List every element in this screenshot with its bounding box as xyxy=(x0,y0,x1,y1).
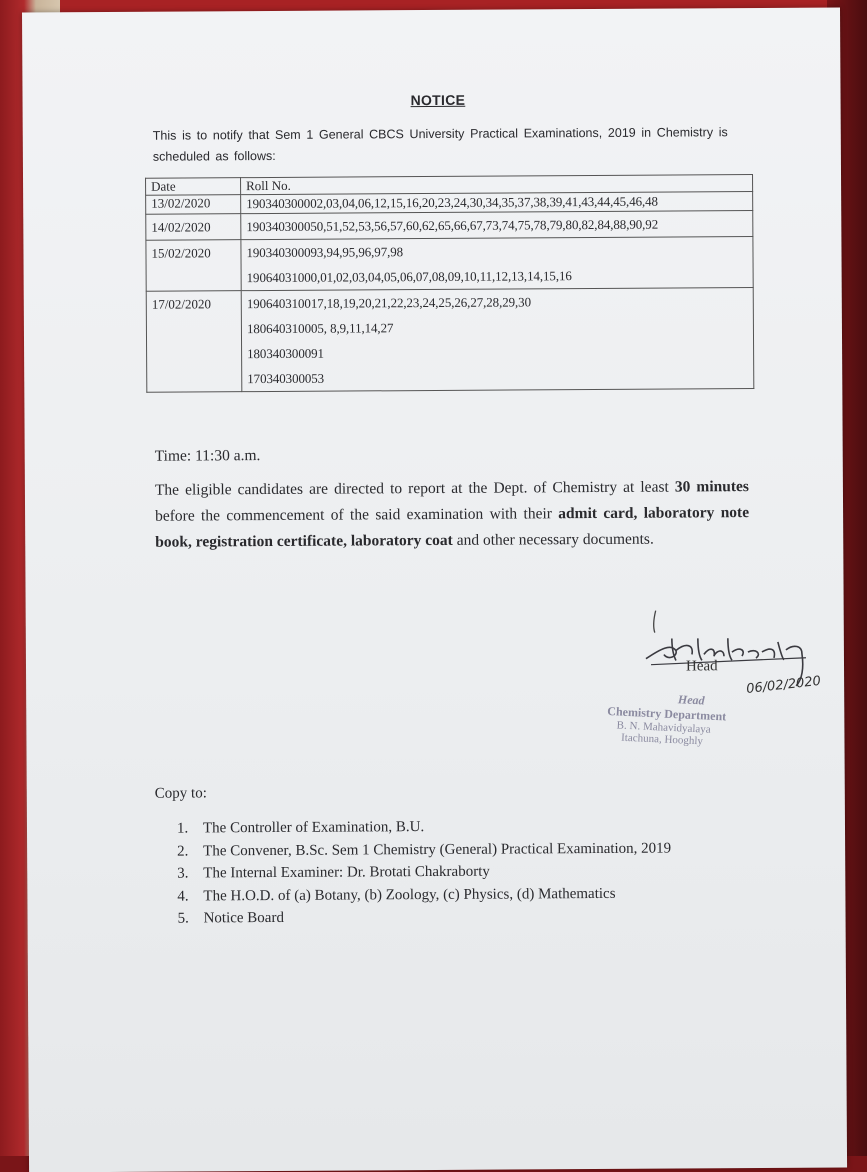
schedule-row xyxy=(146,211,753,241)
schedule-rolls xyxy=(241,288,754,392)
schedule-date: 17/02/2020 xyxy=(146,291,242,393)
roll-line: 190640310017,18,19,20,21,22,23,24,25,26,27,28,29,30 xyxy=(246,294,531,312)
signature-date: 06/02/2020 xyxy=(745,673,822,697)
list-number: 4. xyxy=(177,887,189,905)
signature-title: Head xyxy=(685,658,718,675)
schedule-row xyxy=(146,237,753,292)
list-item xyxy=(177,860,671,886)
stamp-line: Itachuna, Hooghly xyxy=(620,731,704,748)
notice-paper xyxy=(22,8,847,1172)
schedule-rolls xyxy=(241,211,753,240)
directive-text: and other necessary documents. xyxy=(452,530,654,549)
list-text: Notice Board xyxy=(203,909,284,927)
list-text: The Internal Examiner: Dr. Brotati Chakraborty xyxy=(203,863,490,882)
roll-line: 170340300053 xyxy=(247,370,325,387)
copy-to-list xyxy=(177,815,672,931)
notice-intro: This is to notify that Sem 1 General CBCS University Practical Examinations, 2019 in Chemistry is scheduled as follows: xyxy=(152,125,728,164)
list-text: The H.O.D. of (a) Botany, (b) Zoology, (c) Physics, (d) Mathematics xyxy=(203,885,616,904)
stamp-line: Chemistry Department xyxy=(607,703,727,724)
roll-line: 190340300093,94,95,96,97,98 xyxy=(246,244,404,261)
roll-column-header: Roll No. xyxy=(241,175,753,195)
list-text: The Controller of Examination, B.U. xyxy=(202,819,425,837)
roll-line: 180340300091 xyxy=(247,345,324,362)
list-item xyxy=(177,837,671,863)
stamp-line: Head xyxy=(677,692,705,708)
copy-to-label: Copy to: xyxy=(154,785,207,802)
roll-line: 190340300002,03,04,06,12,15,16,20,23,24,30,34,35,37,38,39,41,43,44,45,46,48 xyxy=(246,193,658,212)
list-number: 1. xyxy=(176,820,189,837)
roll-line: 190340300050,51,52,53,56,57,60,62,65,66,67,73,74,75,78,79,80,82,84,88,90,92 xyxy=(246,216,659,235)
schedule-date: 13/02/2020 xyxy=(146,195,241,215)
list-number: 3. xyxy=(177,865,189,882)
list-item xyxy=(177,882,671,908)
notice-title: NOTICE xyxy=(410,91,466,109)
exam-time: Time: 11:30 a.m. xyxy=(154,447,261,465)
date-column-header: Date xyxy=(146,178,241,196)
department-stamp xyxy=(605,689,798,778)
schedule-row xyxy=(146,288,754,393)
directive-text: before the commencement of the said examination with their xyxy=(155,505,559,525)
directive-emphasis: admit card, laboratory note book, registration certificate, laboratory coat xyxy=(155,504,750,551)
schedule-table xyxy=(145,174,754,393)
list-number: 5. xyxy=(177,910,189,927)
schedule-date: 14/02/2020 xyxy=(146,214,241,241)
directive-paragraph xyxy=(155,474,749,556)
schedule-date: 15/02/2020 xyxy=(146,240,241,292)
list-number: 2. xyxy=(177,842,189,860)
directive-emphasis: 30 minutes xyxy=(674,478,749,496)
list-item xyxy=(177,815,671,841)
directive-text: The eligible candidates are directed to report at the Dept. of Chemistry at least xyxy=(154,478,675,499)
schedule-rolls xyxy=(241,237,753,291)
list-text: The Convener, B.Sc. Sem 1 Chemistry (General) Practical Examination, 2019 xyxy=(203,840,672,859)
roll-line: 19064031000,01,02,03,04,05,06,07,08,09,10,11,12,13,14,15,16 xyxy=(246,268,572,286)
list-item xyxy=(177,905,671,931)
roll-line: 180640310005, 8,9,11,14,27 xyxy=(246,320,394,337)
stamp-line: B. N. Mahavidyalaya xyxy=(616,719,711,736)
